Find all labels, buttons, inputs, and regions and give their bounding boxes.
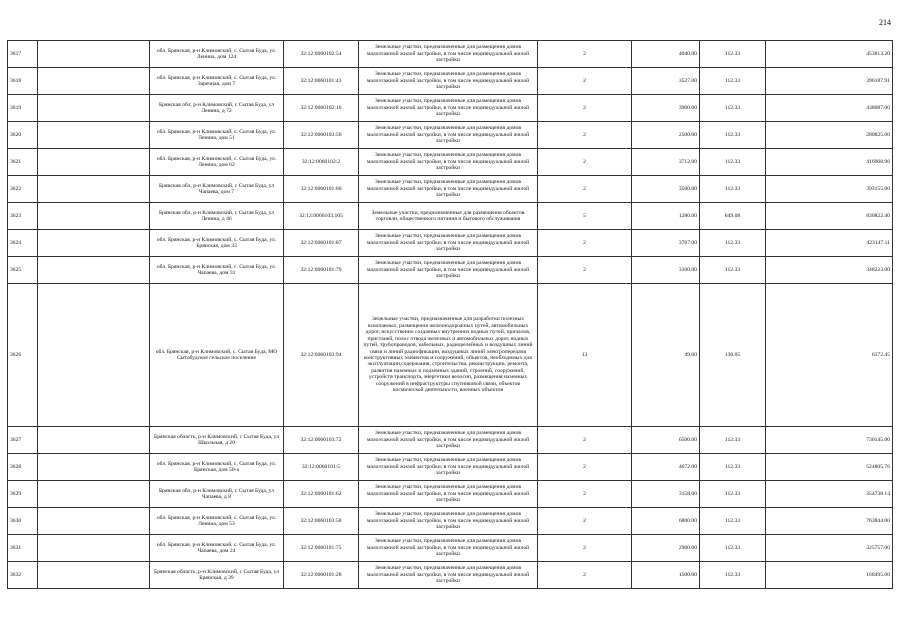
land-purpose-cell: Земельные участки, предназначенные для размещения домов малоэтажной жилой застройки, в том числе индивидуальной жилой застройки — [359, 535, 538, 562]
cadastral-value-cell: 280825.00 — [766, 122, 893, 149]
cadastral-value-cell: 6372.45 — [766, 284, 893, 427]
category-cell: 5 — [538, 203, 632, 230]
table-row — [8, 535, 893, 562]
table-row — [8, 257, 893, 284]
area-cell: 49.00 — [632, 284, 700, 427]
blank-cell — [38, 149, 150, 176]
cadastral-number-cell: 32:12:0060102:2 — [284, 149, 359, 176]
category-cell: 13 — [538, 284, 632, 427]
cadastral-value-cell: 438087.00 — [766, 95, 893, 122]
land-purpose-cell: Земельные участки, предназначенные для размещения домов малоэтажной жилой застройки, в том числе индивидуальной жилой застройки — [359, 454, 538, 481]
address-cell: Брянская обл, р-н Климовский, с Сытая Буда, ул Чапаева, дом 7 — [150, 176, 284, 203]
table-row — [8, 95, 893, 122]
area-cell: 3500.00 — [632, 176, 700, 203]
blank-cell — [38, 454, 150, 481]
address-cell: обл. Брянская, р-н Климовский, с. Сытая Буда, ул. Брянская, дом 33 — [150, 230, 284, 257]
cadastral-number-cell: 32:12:0060101:43 — [284, 68, 359, 95]
row-number: 3631 — [8, 535, 38, 562]
cadastral-value-cell: 423147.11 — [766, 230, 893, 257]
area-cell: 1280.00 — [632, 203, 700, 230]
row-number: 3619 — [8, 95, 38, 122]
cadastral-value-cell: 396187.91 — [766, 68, 893, 95]
land-purpose-cell: Земельные участки, предназначенные для размещения домов малоэтажной жилой застройки, в том числе индивидуальной жилой застройки — [359, 508, 538, 535]
cadastral-number-cell: 32:12:0060101:5 — [284, 454, 359, 481]
table-row — [8, 230, 893, 257]
category-cell: 2 — [538, 562, 632, 589]
area-cell: 2500.00 — [632, 122, 700, 149]
table-row — [8, 508, 893, 535]
table-row — [8, 68, 893, 95]
area-cell: 1500.00 — [632, 562, 700, 589]
specific-value-cell: 112.33 — [700, 95, 766, 122]
cadastral-value-cell: 168495.00 — [766, 562, 893, 589]
row-number: 3622 — [8, 176, 38, 203]
category-cell: 2 — [538, 481, 632, 508]
specific-value-cell: 112.33 — [700, 427, 766, 454]
area-cell: 6500.00 — [632, 427, 700, 454]
table-row — [8, 284, 893, 427]
address-cell: Брянская обл, р-н Климовский, с Сытая Буда, ул Чапаева, д 8 — [150, 481, 284, 508]
row-number: 3625 — [8, 257, 38, 284]
address-cell: обл. Брянская, р-н Климовский, с. Сытая Буда, ул. Ленина, дом 62 — [150, 149, 284, 176]
specific-value-cell: 649.08 — [700, 203, 766, 230]
blank-cell — [38, 230, 150, 257]
blank-cell — [38, 68, 150, 95]
cadastral-number-cell: 32:12:0060103:72 — [284, 427, 359, 454]
cadastral-number-cell: 32:12:0060101:62 — [284, 481, 359, 508]
land-purpose-cell: Земельные участки, предназначенные для разработки полезных ископаемых, размещения железнодорожных путей, автомобильных дорог, искусственно созданных внутренних водных путей, причалов, пристаней, полос отвода железных и автомобильных дорог, водных путей, трубопроводов, кабельных, радиорелейных и воздушных линий связи и линий радиофикации, воздушных линий электропередачи конструктивных элементов и сооружений, объектов, необходимых для эксплуатации,содержания, строительства, реконструкции, ремонта, развития наземных и подземных зданий, строений, сооружений, устройств транспорта, энергетики велосип, размещения наземных сооружений в инфраструктуры спутниковой связи, объектов космической деятельности, военных объектов — [359, 284, 538, 427]
row-number: 3621 — [8, 149, 38, 176]
cadastral-number-cell: 32:12:0060103:56 — [284, 122, 359, 149]
cadastral-value-cell: 453813.20 — [766, 41, 893, 68]
specific-value-cell: 112.33 — [700, 41, 766, 68]
row-number: 3629 — [8, 481, 38, 508]
address-cell: Брянская обл, р-н Климовский, с Сытая Буда, ул Ленина, д 72 — [150, 95, 284, 122]
cadastral-number-cell: 32:12:0060101:79 — [284, 257, 359, 284]
table-row — [8, 454, 893, 481]
area-cell: 3100.00 — [632, 257, 700, 284]
row-number: 3617 — [8, 41, 38, 68]
cadastral-value-cell: 830822.40 — [766, 203, 893, 230]
specific-value-cell: 112.33 — [700, 68, 766, 95]
specific-value-cell: 112.33 — [700, 454, 766, 481]
cadastral-number-cell: 32:12:0060101:28 — [284, 562, 359, 589]
table-row — [8, 562, 893, 589]
specific-value-cell: 112.33 — [700, 149, 766, 176]
land-registry-table — [7, 40, 893, 589]
category-cell: 2 — [538, 68, 632, 95]
row-number: 3627 — [8, 427, 38, 454]
cadastral-value-cell: 325757.00 — [766, 535, 893, 562]
land-purpose-cell: Земельные участки, предназначенные для размещения домов малоэтажной жилой застройки, в том числе индивидуальной жилой застройки — [359, 122, 538, 149]
address-cell: обл. Брянская, р-н Климовский, с. Сытая Буда, ул. Заречная, дом 7 — [150, 68, 284, 95]
blank-cell — [38, 203, 150, 230]
land-purpose-cell: Земельные участки, предназначенные для размещения домов малоэтажной жилой застройки, в том числе индивидуальной жилой застройки — [359, 176, 538, 203]
row-number: 3623 — [8, 203, 38, 230]
land-purpose-cell: Земельные участки, предназначенные для размещения домов малоэтажной жилой застройки, в том числе индивидуальной жилой застройки — [359, 562, 538, 589]
table-row — [8, 427, 893, 454]
blank-cell — [38, 122, 150, 149]
row-number: 3632 — [8, 562, 38, 589]
land-purpose-cell: Земельные участки, предназначенные для размещения домов малоэтажной жилой застройки, в том числе индивидуальной жилой застройки — [359, 149, 538, 176]
area-cell: 3900.00 — [632, 95, 700, 122]
cadastral-value-cell: 524805.76 — [766, 454, 893, 481]
blank-cell — [38, 176, 150, 203]
specific-value-cell: 112.33 — [700, 122, 766, 149]
page-number: 214 — [879, 18, 891, 27]
specific-value-cell: 112.33 — [700, 562, 766, 589]
table-body — [8, 41, 893, 589]
category-cell: 2 — [538, 149, 632, 176]
category-cell: 2 — [538, 230, 632, 257]
blank-cell — [38, 535, 150, 562]
land-purpose-cell: Земельные участки, предназначенные для размещения домов малоэтажной жилой застройки, в том числе индивидуальной жилой застройки — [359, 230, 538, 257]
category-cell: 2 — [538, 535, 632, 562]
blank-cell — [38, 481, 150, 508]
category-cell: 2 — [538, 427, 632, 454]
address-cell: обл. Брянская, р-н Климовский, с. Сытая Буда, ул. Брянская, дом 50-а — [150, 454, 284, 481]
area-cell: 3712.00 — [632, 149, 700, 176]
cadastral-value-cell: 348223.00 — [766, 257, 893, 284]
cadastral-number-cell: 32:12:0060103:94 — [284, 284, 359, 427]
row-number: 3628 — [8, 454, 38, 481]
area-cell: 4040.00 — [632, 41, 700, 68]
land-purpose-cell: Земельные участки, предназначенные для размещения домов малоэтажной жилой застройки, в том числе индивидуальной жилой застройки — [359, 427, 538, 454]
address-cell: обл. Брянская, р-н Климовский, с. Сытая Буда, ул. Ленина, дом 124 — [150, 41, 284, 68]
cadastral-number-cell: 32:12:0060101:60 — [284, 176, 359, 203]
category-cell: 2 — [538, 454, 632, 481]
land-purpose-cell: Земельные участки, предназначенные для размещения домов малоэтажной жилой застройки, в том числе индивидуальной жилой застройки — [359, 68, 538, 95]
cadastral-number-cell: 32:12:0060101:75 — [284, 535, 359, 562]
table-row — [8, 41, 893, 68]
category-cell: 2 — [538, 95, 632, 122]
cadastral-value-cell: 416968.96 — [766, 149, 893, 176]
land-purpose-cell: Земельные участки, предназначенные для размещения объектов торговли, общественного питания и бытового обслуживания — [359, 203, 538, 230]
specific-value-cell: 112.33 — [700, 508, 766, 535]
cadastral-value-cell: 354738.14 — [766, 481, 893, 508]
table-row — [8, 122, 893, 149]
category-cell: 2 — [538, 257, 632, 284]
row-number: 3626 — [8, 284, 38, 427]
blank-cell — [38, 41, 150, 68]
cadastral-value-cell: 763844.00 — [766, 508, 893, 535]
specific-value-cell: 112.33 — [700, 257, 766, 284]
specific-value-cell: 112.33 — [700, 176, 766, 203]
specific-value-cell: 130.05 — [700, 284, 766, 427]
cadastral-value-cell: 730145.00 — [766, 427, 893, 454]
area-cell: 3527.00 — [632, 68, 700, 95]
area-cell: 6800.00 — [632, 508, 700, 535]
address-cell: Брянская область, р-н Климовский, с Сытая Буда, ул Брянская, д 39 — [150, 562, 284, 589]
category-cell: 2 — [538, 508, 632, 535]
cadastral-number-cell: 32:12:0060102:54 — [284, 41, 359, 68]
land-purpose-cell: Земельные участки, предназначенные для размещения домов малоэтажной жилой застройки, в том числе индивидуальной жилой застройки — [359, 481, 538, 508]
table-row — [8, 176, 893, 203]
row-number: 3620 — [8, 122, 38, 149]
specific-value-cell: 112.33 — [700, 535, 766, 562]
cadastral-number-cell: 32:12:0060103:105 — [284, 203, 359, 230]
address-cell: Брянская обл, р-н Климовский, с Сытая Буда, ул Ленина, д 46 — [150, 203, 284, 230]
category-cell: 2 — [538, 41, 632, 68]
specific-value-cell: 112.33 — [700, 481, 766, 508]
cadastral-number-cell: 32:12:0060102:16 — [284, 95, 359, 122]
area-cell: 2900.00 — [632, 535, 700, 562]
address-cell: обл. Брянская, р-н Климовский, с. Сытая Буда, ул. Чапаева, дом 31 — [150, 257, 284, 284]
address-cell: обл. Брянская, р-н Климовский, с. Сытая Буда, ул. Ленина, дом 53 — [150, 508, 284, 535]
blank-cell — [38, 284, 150, 427]
land-purpose-cell: Земельные участки, предназначенные для размещения домов малоэтажной жилой застройки, в том числе индивидуальной жилой застройки — [359, 95, 538, 122]
row-number: 3630 — [8, 508, 38, 535]
land-purpose-cell: Земельные участки, предназначенные для размещения домов малоэтажной жилой застройки, в том числе индивидуальной жилой застройки — [359, 257, 538, 284]
blank-cell — [38, 562, 150, 589]
address-cell: обл. Брянская, р-н Климовский, с. Сытая Буда, ул. Чапаева, дом 24 — [150, 535, 284, 562]
blank-cell — [38, 257, 150, 284]
category-cell: 2 — [538, 176, 632, 203]
address-cell: обл. Брянская, р-н Климовский, с. Сытая Буда, ул. Ленина, дом 51 — [150, 122, 284, 149]
blank-cell — [38, 427, 150, 454]
category-cell: 2 — [538, 122, 632, 149]
blank-cell — [38, 95, 150, 122]
cadastral-value-cell: 393155.00 — [766, 176, 893, 203]
table-row — [8, 149, 893, 176]
address-cell: Брянская область, р-н Климовский, с Сытая Буда, ул Школьная, д 20 — [150, 427, 284, 454]
table-row — [8, 481, 893, 508]
address-cell: обл. Брянская, р-н Климовский, с. Сытая Буда, МО Сытобудское сельское поселение — [150, 284, 284, 427]
area-cell: 3158.00 — [632, 481, 700, 508]
row-number: 3618 — [8, 68, 38, 95]
area-cell: 3767.00 — [632, 230, 700, 257]
cadastral-number-cell: 32:12:0060101:87 — [284, 230, 359, 257]
table-row — [8, 203, 893, 230]
blank-cell — [38, 508, 150, 535]
area-cell: 4672.00 — [632, 454, 700, 481]
land-purpose-cell: Земельные участки, предназначенные для размещения домов малоэтажной жилой застройки, в том числе индивидуальной жилой застройки — [359, 41, 538, 68]
specific-value-cell: 112.33 — [700, 230, 766, 257]
row-number: 3624 — [8, 230, 38, 257]
cadastral-number-cell: 32:12:0060103:58 — [284, 508, 359, 535]
